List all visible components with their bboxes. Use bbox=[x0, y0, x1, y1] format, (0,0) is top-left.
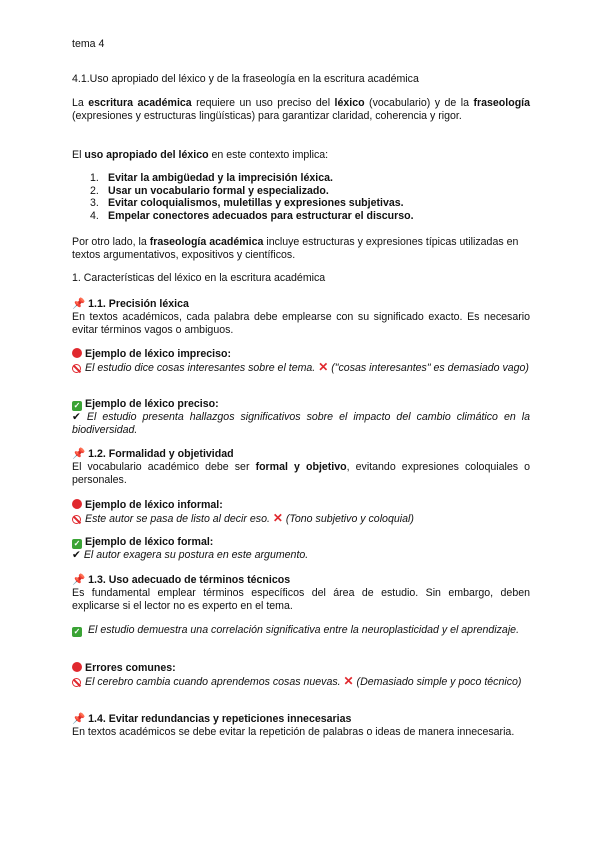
pushpin-icon: 📌 bbox=[72, 574, 86, 586]
heading-1-4: 📌 1.4. Evitar redundancias y repeticiones innecesarias bbox=[72, 713, 352, 725]
cross-mark-icon: ✕ bbox=[343, 674, 354, 688]
subsection-title: 1. Características del léxico en la escritura académica bbox=[72, 272, 326, 284]
s11-bad-heading: Ejemplo de léxico impreciso: bbox=[72, 348, 530, 361]
s11-body: En textos académicos, cada palabra debe emplearse con su significado exacto. Es necesario evitar términos vagos o ambiguos. bbox=[72, 311, 530, 336]
s12-bad-heading: Ejemplo de léxico informal: bbox=[72, 499, 530, 512]
s13-good-example: ✓ El estudio demuestra una correlación significativa entre la neuroplasticidad y el aprendizaje. bbox=[73, 624, 520, 636]
pushpin-icon: 📌 bbox=[72, 713, 86, 725]
s12-bad-example: Este autor se pasa de listo al decir eso. ✕ (Tono subjetivo y coloquial) bbox=[72, 512, 530, 526]
heavy-check-icon: ✔ bbox=[72, 549, 81, 561]
s11-good-example: ✔ El estudio presenta hallazgos significativos sobre el impacto del cambio climático en la biodiversidad. bbox=[72, 411, 530, 436]
heavy-check-icon: ✔ bbox=[72, 411, 81, 423]
prohibited-icon bbox=[72, 515, 81, 524]
list-item: 4. Empelar conectores adecuados para estructurar el discurso. bbox=[90, 209, 414, 222]
check-mark-button-icon: ✓ bbox=[73, 401, 81, 410]
list-item: 1. Evitar la ambigüedad y la imprecisión léxica. bbox=[90, 172, 333, 184]
s13-bad-example: El cerebro cambia cuando aprendemos cosas nuevas. ✕ (Demasiado simple y poco técnico) bbox=[72, 675, 530, 689]
heading-1-3: 📌 1.3. Uso adecuado de términos técnicos bbox=[72, 574, 291, 586]
heading-1-2: 📌 1.2. Formalidad y objetividad bbox=[72, 448, 234, 460]
cross-mark-icon: ✕ bbox=[272, 511, 283, 525]
intro-paragraph-1: La escritura académica requiere un uso preciso del léxico (vocabulario) y de la fraseología (expresiones y estructuras lingüísticas) para garantizar claridad, coherencia y rigor. bbox=[72, 97, 531, 122]
pushpin-icon: 📌 bbox=[72, 298, 86, 310]
intro-paragraph-3: Por otro lado, la fraseología académica incluye estructuras y expresiones típicas utilizadas en textos argumentativos, expositivos y científicos. bbox=[72, 236, 519, 261]
s12-good-example: ✔ El autor exagera su postura en este argumento. bbox=[72, 549, 309, 561]
prohibited-icon bbox=[72, 678, 81, 687]
numbered-list bbox=[89, 172, 529, 222]
red-circle-icon bbox=[72, 499, 82, 509]
list-item: 2. Usar un vocabulario formal y especializado. bbox=[90, 184, 329, 197]
heading-1-1: 📌 1.1. Precisión léxica bbox=[72, 298, 189, 310]
s13-body: Es fundamental emplear términos específicos del área de estudio. Sin embargo, deben explicarse si el lector no es experto en el tema. bbox=[72, 587, 530, 612]
s13-bad-heading: Errores comunes: bbox=[72, 662, 530, 675]
section-title: 4.1.Uso apropiado del léxico y de la fraseología en la escritura académica bbox=[72, 73, 419, 85]
check-mark-button-icon: ✓ bbox=[73, 627, 81, 636]
s14-body: En textos académicos se debe evitar la repetición de palabras o ideas de manera innecesaria. bbox=[72, 726, 515, 738]
s11-bad-example: El estudio dice cosas interesantes sobre el tema. ✕ ("cosas interesantes" es demasiado vago) bbox=[72, 361, 530, 375]
prohibited-icon bbox=[72, 364, 81, 373]
s12-body: El vocabulario académico debe ser formal y objetivo, evitando expresiones coloquiales o personales. bbox=[72, 461, 530, 486]
red-circle-icon bbox=[72, 348, 82, 358]
list-item: 3. Evitar coloquialismos, muletillas y expresiones subjetivas. bbox=[90, 197, 404, 209]
s11-good-heading: ✓ Ejemplo de léxico preciso: bbox=[73, 398, 219, 410]
s12-good-heading: ✓ Ejemplo de léxico formal: bbox=[73, 536, 214, 548]
page-header: tema 4 bbox=[72, 38, 105, 50]
pushpin-icon: 📌 bbox=[72, 448, 86, 460]
intro-paragraph-2: El uso apropiado del léxico en este contexto implica: bbox=[72, 149, 329, 161]
cross-mark-icon: ✕ bbox=[318, 360, 329, 374]
check-mark-button-icon: ✓ bbox=[73, 539, 81, 548]
red-circle-icon bbox=[72, 662, 82, 672]
